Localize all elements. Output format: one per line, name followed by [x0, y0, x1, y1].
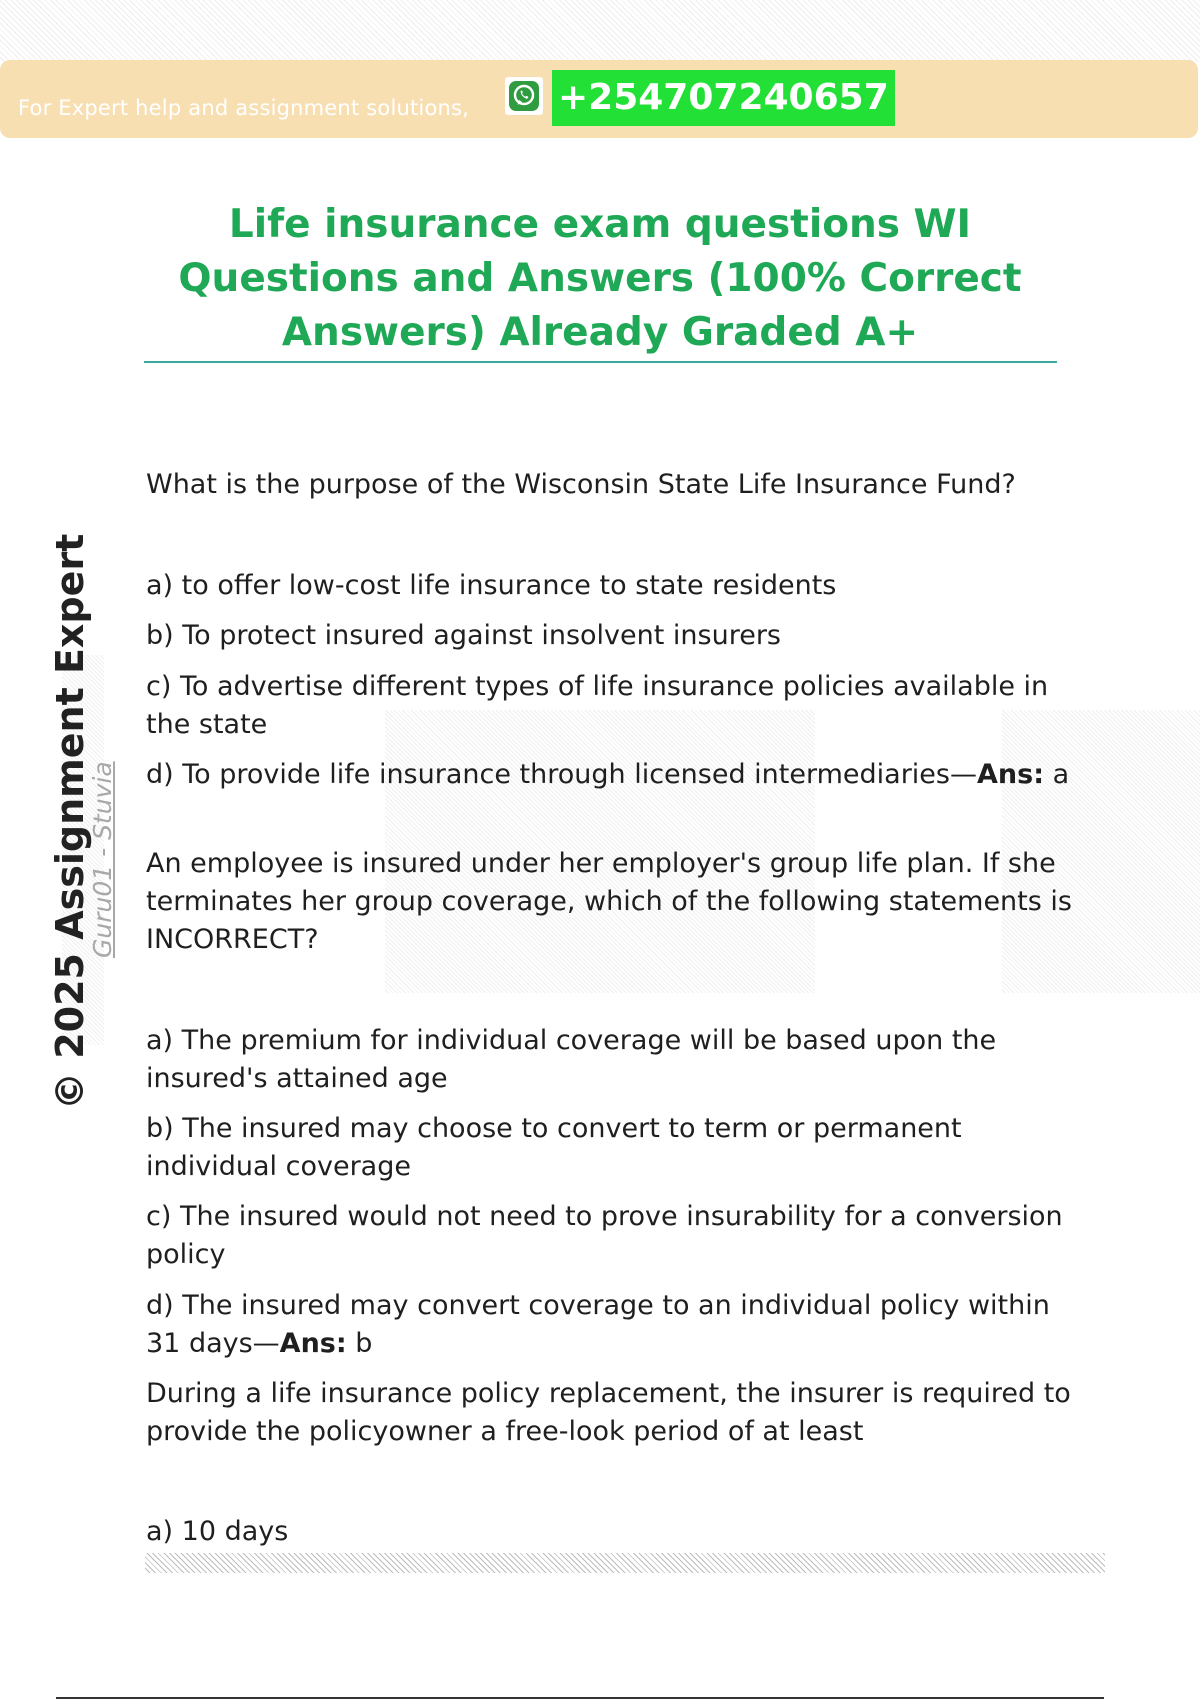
banner-text: For Expert help and assignment solutions,: [18, 96, 470, 120]
question-1-option-b: b) To protect insured against insolvent insurers: [146, 620, 782, 651]
bottom-hatch-pattern: [145, 1553, 1105, 1573]
question-2-option-c: c) The insured would not need to prove insurability for a conversion policy: [146, 1201, 1063, 1270]
top-hatch-pattern: [0, 0, 1200, 62]
phone-number[interactable]: +254707240657: [552, 70, 895, 126]
question-2-option-d: [146, 1287, 1076, 1363]
question-1-option-d: [146, 756, 1076, 794]
title-underline: [144, 361, 1057, 363]
answer-label: Ans:: [977, 759, 1044, 790]
question-2-text: An employee is insured under her employer's group life plan. If she terminates her group coverage, which of the following statements is INCORRECT?: [146, 848, 1072, 955]
question-1-text: What is the purpose of the Wisconsin State Life Insurance Fund?: [146, 469, 1016, 500]
option-d-text: d) To provide life insurance through licensed intermediaries—: [146, 759, 977, 790]
question-2-option-a: a) The premium for individual coverage will be based upon the insured's attained age: [146, 1025, 997, 1094]
question-3-option-a: a) 10 days: [146, 1516, 289, 1547]
question-3-text: During a life insurance policy replacement, the insurer is required to provide the policyowner a free-look period of at least: [146, 1378, 1071, 1447]
answer-value: a: [1052, 759, 1070, 790]
question-1-option-c: c) To advertise different types of life insurance policies available in the state: [146, 671, 1049, 740]
author-watermark: Guru01 - Stuvia: [88, 761, 117, 958]
whatsapp-icon[interactable]: [505, 77, 543, 115]
copyright-watermark: © 2025 Assignment Expert: [48, 533, 92, 1110]
document-title: Life insurance exam questions WI Questions and Answers (100% Correct Answers) Already Graded A+: [178, 202, 1022, 355]
question-1-option-a: a) to offer low-cost life insurance to state residents: [146, 570, 837, 601]
answer-value: b: [355, 1328, 373, 1359]
footer-rule: [56, 1697, 1104, 1699]
question-2-option-b: b) The insured may choose to convert to term or permanent individual coverage: [146, 1113, 962, 1182]
answer-label: Ans:: [279, 1328, 347, 1359]
option-d-text: d) The insured may convert coverage to an individual policy within 31 days—: [146, 1290, 1050, 1359]
